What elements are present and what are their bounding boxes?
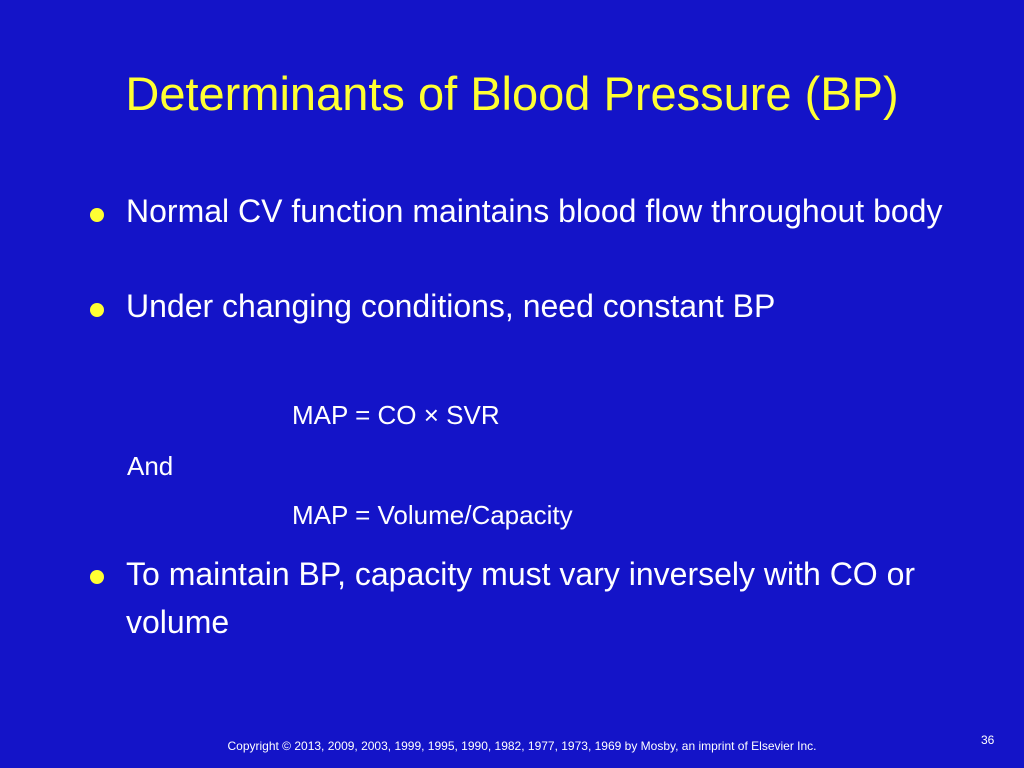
bullet-dot-icon (90, 570, 104, 584)
page-number: 36 (981, 733, 995, 747)
bullet-item (90, 288, 950, 325)
equation-map-volume-capacity: MAP = Volume/Capacity (292, 500, 573, 530)
bullet-dot-icon (90, 303, 104, 317)
equation-connector: And (127, 451, 174, 481)
bullet-dot-icon (90, 208, 104, 222)
copyright-footer: Copyright © 2013, 2009, 2003, 1999, 1995, 1990, 1982, 1977, 1973, 1969 by Mosby, an imprint of Elsevier Inc. (227, 739, 817, 753)
bullet-text: Normal CV function maintains blood flow throughout body (126, 193, 943, 229)
bullet-item (90, 193, 950, 230)
equation-map-co-svr: MAP = CO × SVR (292, 400, 500, 430)
bullet-item (90, 550, 950, 646)
bullet-text: To maintain BP, capacity must vary inversely with CO or volume (126, 556, 916, 640)
bullet-text: Under changing conditions, need constant BP (126, 288, 776, 324)
slide-title: Determinants of Blood Pressure (BP) (125, 67, 899, 120)
